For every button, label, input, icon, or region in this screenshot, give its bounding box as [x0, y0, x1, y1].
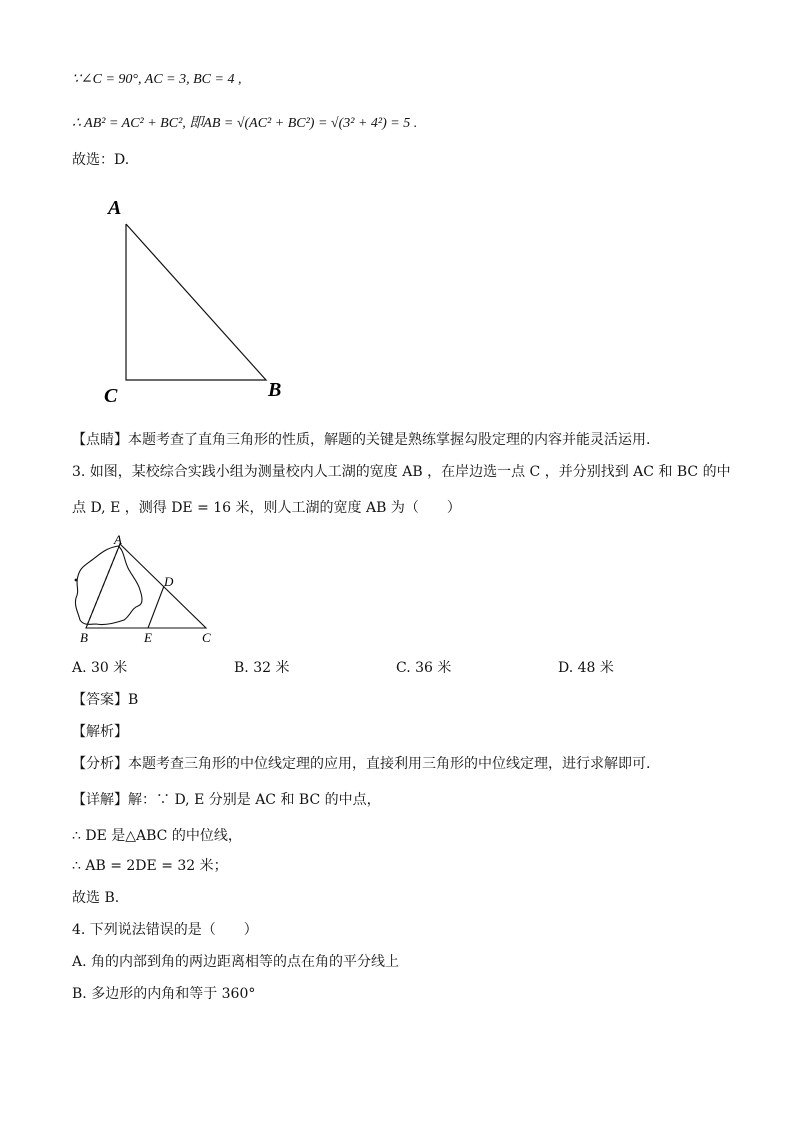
q3-answer: 【答案】B — [72, 692, 139, 708]
q3-detail-4: 故选 B. — [72, 890, 120, 906]
q3-detail-1: 【详解】解：∵ D, E 分别是 AC 和 BC 的中点， — [72, 792, 381, 808]
vertex-label-a: A — [108, 197, 122, 219]
vertex-label-c: C — [104, 385, 118, 407]
lake-label-d: D — [164, 574, 174, 589]
q3-detail-3: ∴ AB = 2DE = 32 米； — [72, 858, 228, 874]
lake-triangle-figure — [66, 534, 226, 646]
q3-option-d: D. 48 米 — [558, 660, 614, 676]
q3-stem-line-1: 3. 如图，某校综合实践小组为测量校内人工湖的宽度 AB ，在岸边选一点 C ，并分别找到 AC 和 BC 的中 — [72, 464, 731, 480]
q3-option-c: C. 36 米 — [396, 660, 452, 676]
q3-stem-line-2: 点 D, E ，测得 DE = 16 米，则人工湖的宽度 AB 为（ ） — [72, 500, 461, 516]
solution-line-3: 故选：D. — [72, 152, 130, 168]
solution-line-2: ∴ AB² = AC² + BC², 即AB = √(AC² + BC²) = √(3² + 4²) = 5 . — [72, 116, 418, 131]
q4-option-b: B. 多边形的内角和等于 360° — [72, 986, 256, 1002]
q3-option-b: B. 32 米 — [234, 660, 290, 676]
q4-stem: 4. 下列说法错误的是（ ） — [72, 922, 258, 938]
lake-label-e: E — [144, 630, 152, 645]
vertex-label-b: B — [268, 379, 282, 401]
q3-option-a: A. 30 米 — [72, 660, 128, 676]
lake-outline — [75, 546, 142, 625]
q3-analysis: 【分析】本题考查三角形的中位线定理的应用，直接利用三角形的中位线定理，进行求解即可. — [72, 756, 651, 772]
comment-note: 【点睛】本题考查了直角三角形的性质，解题的关键是熟练掌握勾股定理的内容并能灵活运用. — [72, 432, 651, 448]
lake-label-b: B — [80, 630, 88, 645]
solution-line-1: ∵∠C = 90°, AC = 3, BC = 4 , — [72, 72, 242, 87]
right-triangle-figure — [96, 192, 296, 408]
lake-label-a: A — [114, 534, 122, 547]
lake-label-c: C — [202, 630, 211, 645]
q3-detail-2: ∴ DE 是△ABC 的中位线， — [72, 828, 242, 844]
q4-option-a: A. 角的内部到角的两边距离相等的点在角的平分线上 — [72, 954, 400, 970]
q3-analysis-heading: 【解析】 — [72, 724, 128, 740]
